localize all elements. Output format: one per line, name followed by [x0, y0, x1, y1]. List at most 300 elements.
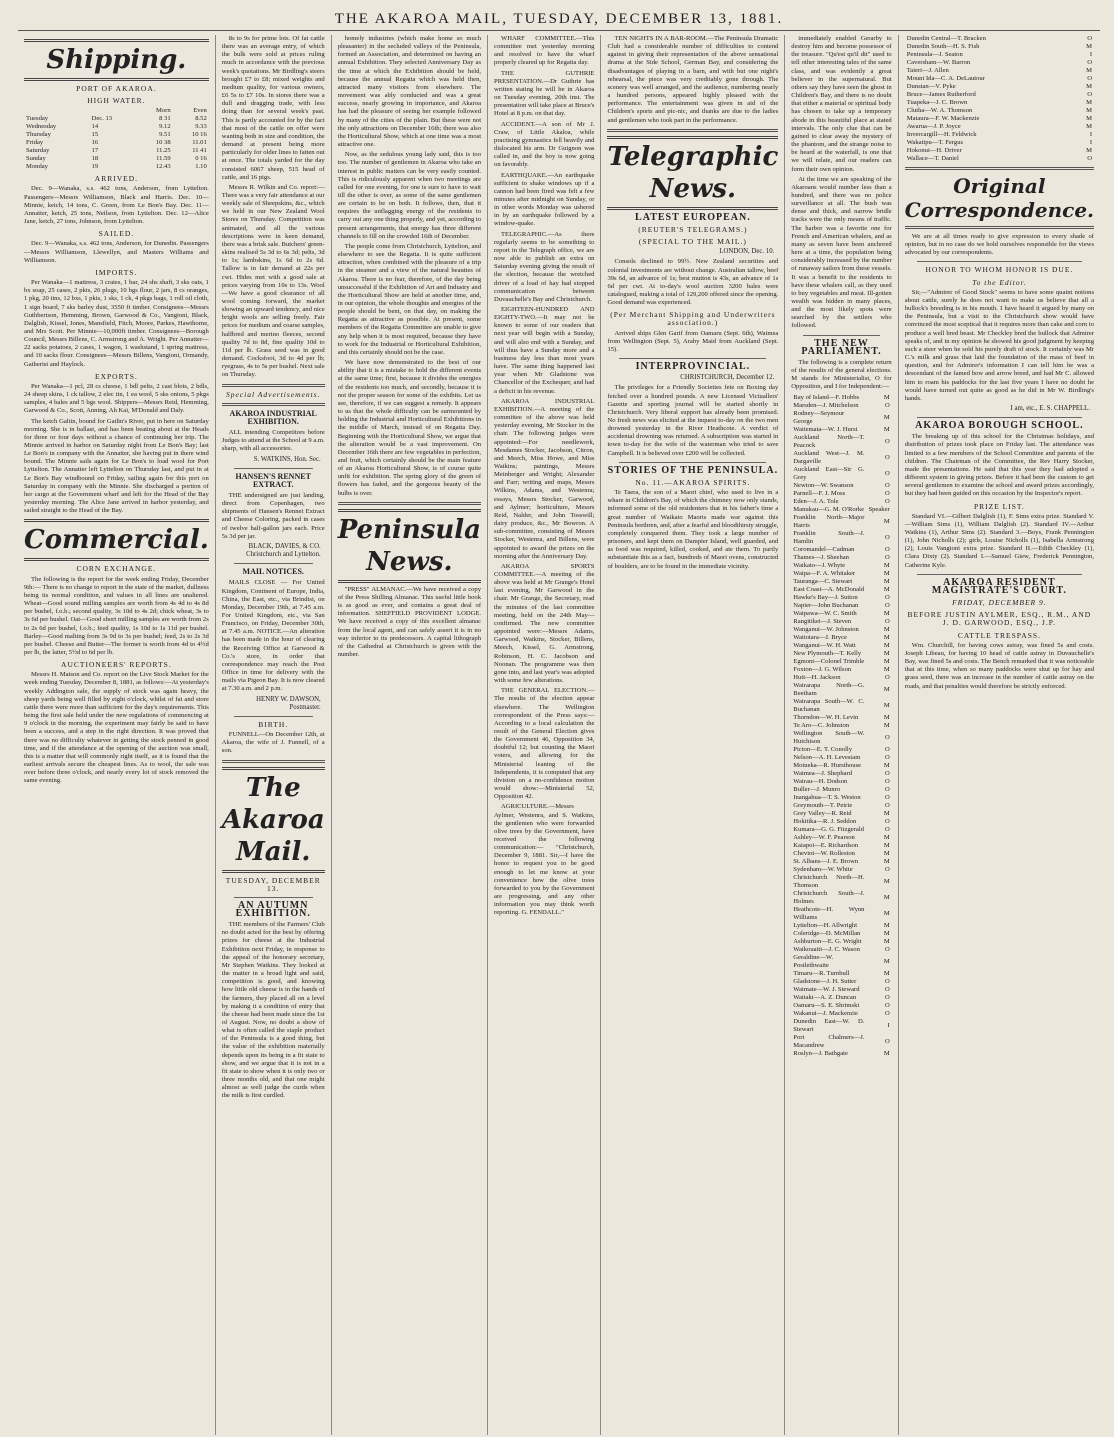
- member-party: M: [883, 957, 890, 965]
- member-row: [791, 578, 891, 586]
- member-row: [791, 466, 891, 482]
- corn-exchange-text: The following is the report for the week ending Friday, December 9th:— There is no change to report in the state of the market, dullness being its normal condition, and values in all lines are unaltered. Wheat—Good sound milling samples are worth from 4s 4d to 4s 8d per bushel, f.o.b.; second quality, 3s 10d to 4s 2d; chick wheat, 3s to 3s 6d per bushel. Oat—Good short milling samples are worth from 2s to 2s 6d per bushel, f.o.b.; feed quality, 1s 10d to 1s 11d per bushel. Barley—Good malting from 3s 9d to 3s per bushel; feed, 2s to 2s 3d per bushel. Cheese and Butter—The former is worth from 4d to 4½d per lb, the latter, 5½d to 6d per lb.: [24, 575, 209, 656]
- divider: [619, 358, 766, 359]
- member-row: [905, 83, 1094, 91]
- member-row: [791, 954, 891, 970]
- member-party: O: [884, 453, 890, 461]
- member-row: [791, 970, 891, 978]
- member-party: O: [884, 817, 890, 825]
- member-party: M: [883, 809, 890, 817]
- member-party: M: [883, 909, 890, 917]
- member-electorate: Oamaru—S. E. Shrimski: [793, 1001, 860, 1009]
- member-row: [905, 155, 1094, 163]
- member-party: M: [1086, 107, 1093, 114]
- member-party: M: [883, 393, 890, 401]
- member-electorate: Motueka—R. Hursthouse: [793, 761, 862, 769]
- editorial-cont-text: The people come from Christchurch, Lyttelton, and elsewhere to see the Regatta. It is quite sufficient attraction, when combined with the pleasure of a trip in the steamer and a view of the natural beauties of Akaroa. There is no fear, therefore, of the day being unsuccessful if the Exhibition of Art and Industry and the Horticultural Show are held at another time, and, in our opinion, the whole thoughts and energies of the people should be bent, on that day, on making the Regatta as attractive as possible. At present, some members of the Regatta Committee are unable to give any help when it is most required, because they have to work for the Industrial or Horticultural Exhibition, and this certainly should not be the case.: [337, 242, 482, 356]
- member-electorate: Inangahua—T. S. Weston: [793, 793, 861, 801]
- member-row: [791, 426, 891, 434]
- member-electorate: Wakatipu—T. Fergus: [906, 139, 964, 146]
- member-row: [791, 650, 891, 658]
- news-item: THE GUTHRIE PRESENTATION.—Dr Guthrie has written stating he will be in Akaroa on Tuesday evening, 20th inst. The presentation will take place at Bruce's Hotel at 8 p.m. on that day.: [494, 69, 595, 118]
- member-party: O: [884, 769, 890, 777]
- member-row: [905, 59, 1094, 67]
- member-row: [791, 890, 891, 906]
- member-party: O: [884, 481, 890, 489]
- member-row: [791, 858, 891, 866]
- member-party: O: [884, 733, 890, 741]
- member-electorate: Franklin South—J. Hamlin: [793, 529, 865, 545]
- member-electorate: Heathcote—H. Wynn Williams: [793, 905, 865, 921]
- member-electorate: Parnell—F. J. Moss: [793, 489, 846, 497]
- wilkin-report-text: Messrs R. Wilkin and Co. report:— There was a very fair attendance at our weekly sale of Sheepskins, &c., which we held in our New Zealand Wool Stores on Thursday. Competition was animated, and all the various descriptions were in keen demand, there was a brisk sale. Butchers' green-skins realised 5s 3d to 6s 3d; pelts, 3d to 1s; lambskins, 1s 6d to 2s 6d. Tallow is in fair demand at 22s per cwt. Hides met with a good sale at prices varying from 10s to 13s. Wool—We have a good clearance of all wool coming forward, the market showing an upward tendency, and nice bright wools are selling freely. Fair prices for medium and coarse samples, halfbred and merino fleeces, second quality 7d to 8d, fine quality 10d to 11d per lb. Grass seed was in good demand. Cocksfoot, 3d to 4d per lb; ryegrass, 4s to 5s per bushel. Next sale on Thursday.: [221, 183, 325, 379]
- member-party: I: [1089, 51, 1093, 58]
- member-row: [791, 610, 891, 618]
- member-party: M: [1086, 43, 1093, 50]
- member-electorate: Foxton—J. G. Wilson: [793, 665, 852, 673]
- rennet-ad-text: THE undersigned are just landing, direct from Copenhagen, two shipments of Hansen's Rennet Extract and Cheese Coloring, packed in cases of twelve half-gallon jars each. Price 5s 3d per jar.: [221, 491, 325, 540]
- london-dateline: LONDON, Dec. 10.: [719, 248, 775, 256]
- school-heading: AKAROA BOROUGH SCHOOL.: [915, 420, 1084, 432]
- divider: [338, 502, 481, 505]
- member-electorate: Hokitika—R. J. Seddon: [793, 817, 857, 825]
- member-electorate: Wallace—T. Daniel: [906, 155, 959, 162]
- exhibition-ad-signature: S. WATKINS, Hon. Sec.: [253, 455, 321, 463]
- christchurch-dateline: CHRISTCHURCH, December 12.: [680, 374, 775, 382]
- member-row: [791, 978, 891, 986]
- member-party: M: [883, 641, 890, 649]
- reuters-note: (REUTER'S TELEGRAMS.): [638, 224, 748, 234]
- member-row: [791, 874, 891, 890]
- member-row: [791, 490, 891, 498]
- arrived-heading: ARRIVED.: [94, 174, 138, 184]
- member-electorate: Christchurch South—J. Holmes: [793, 889, 865, 905]
- peninsula-news-text: "PRESS" ALMANAC.—We have received a copy of the Press Shilling Almanac. This useful little book is as good as ever, and contains a great deal of information. SHEFFIELD PROVIDENT LODGE. We have received a copy of this excellent almanac from the local agent, and can safely assert it is in no way inferior to its predecessors. A capital lithograph of the Cathedral at Christchurch is given with the number.: [337, 585, 482, 658]
- member-party: O: [1087, 75, 1093, 82]
- member-party: O: [884, 1009, 890, 1017]
- divider: [222, 403, 325, 406]
- member-party: O: [884, 593, 890, 601]
- divider: [234, 897, 313, 898]
- rennet-ad-signature: BLACK, DAVIES, & CO. Christchurch and Lyttelton.: [246, 542, 321, 559]
- european-text: Consols declined to 99½. New Zealand securities and colonial investments are without change. Australian tallow, beef 39s 6d, an advance of 1s; best mutton is 43s, an advance of 1s 6d per cwt. At to-day's wool auction 3200 bales were catalogued, making a total of 129,200 offered since the opening. Good demand was experienced.: [607, 258, 779, 307]
- news-item: THE GENERAL ELECTION.—The results of the election appear elsewhere. The Wellington correspondent of the Press says:—According to a local calculation the result of the General Election gives the Government 46, Opposition 34, doubtful 12; but counting the Maori voters, and allowing for the Ministerial leaning of the Independents, it is computed that any division on a no-confidence motion would show:—Ministerial 52, Opposition 42.: [494, 687, 595, 801]
- member-electorate: Geraldine—W. Postlethwaite: [793, 953, 834, 969]
- member-electorate: Hokonui—H. Driver: [906, 147, 962, 154]
- member-row: [791, 1050, 891, 1058]
- divider: [917, 574, 1082, 575]
- member-row: [905, 67, 1094, 75]
- shipping-note: (Per Merchant Shipping and Underwriters association.): [610, 310, 776, 328]
- member-row: [791, 434, 891, 450]
- court-heading: AKAROA RESIDENT MAGISTRATE'S COURT.: [931, 576, 1067, 596]
- stories-heading: STORIES OF THE PENINSULA.: [607, 464, 779, 476]
- member-row: [791, 818, 891, 826]
- mail-notices-text: MAILS CLOSE — For United Kingdom, Continent of Europe, India, China, the East, etc., via Brindisi, on Monday, December 19th, at 7.45 a.m. For United Kingdom, etc., via San Francisco, on Friday, December 30th, at 7.45 a.m. NOTICE.—An alteration has been made in the hour of clearing the Receiving Office at Garwood & Co.'s store, in order that correspondence may reach the Post Office in time for delivery with the mails via Pigeon Bay. It is now cleared at 7.30 a.m. and 2 p.m.: [221, 579, 325, 693]
- new-parliament-heading: THE NEW PARLIAMENT.: [801, 337, 882, 357]
- member-row: [791, 530, 891, 546]
- exports-heading: EXPORTS.: [95, 371, 138, 381]
- member-party: O: [884, 545, 890, 553]
- member-row: [791, 946, 891, 954]
- tide-row: Wednesday 14 9.12 9.33: [26, 123, 207, 131]
- member-party: O: [884, 553, 890, 561]
- divider: [619, 462, 766, 463]
- member-row: [905, 107, 1094, 115]
- member-party: O: [884, 753, 890, 761]
- news-item: EIGHTEEN-HUNDRED AND EIGHTY-TWO.—It may not be known to some of our readers that next year will begin with a Sunday, and will also end with a Sunday, and will thus have a Sunday more and a business day less than most years have. The same thing happened last year when Mr Gladstone was Chancellor of the Exchequer, and had a deficit in his revenue.: [494, 306, 595, 395]
- shipping-title: Shipping.: [24, 39, 209, 81]
- exhibition-ad-text: ALL intending Competitors before Judges to attend at the School at 9 a.m. sharp, with all accessories.: [221, 429, 325, 453]
- member-electorate: Lyttelton—H. Allwright: [793, 921, 858, 929]
- divider: [222, 384, 325, 387]
- correspondence-title: Original Correspondence.: [904, 174, 1095, 222]
- member-party: I: [1089, 139, 1093, 146]
- special-note: (SPECIAL TO THE MAIL.): [638, 237, 747, 247]
- member-party: O: [884, 673, 890, 681]
- member-row: [791, 746, 891, 754]
- member-electorate: Timaru—R. Turnbull: [793, 969, 850, 977]
- member-party: O: [1087, 35, 1093, 42]
- member-party: O: [884, 801, 890, 809]
- member-row: [791, 674, 891, 682]
- member-party: O: [884, 945, 890, 953]
- member-party: M: [883, 609, 890, 617]
- letter-to: To the Editor.: [972, 277, 1027, 287]
- exports-text: Per Wanaka—1 pcl, 28 cs cheese, 1 bdl pelts, 2 cast blots, 2 bdls, 24 sheep skins, 1 ck tallow, 2 elec tin, 1 ea wool, 5 sks onions, 5 pkgs samples, 4 bales and 5 bgs wool. Shippers—Messrs Reid, Hemming, Garwood & Co., Scott, Anning, Ah Kai, M'Donald and Daly.: [24, 382, 209, 415]
- editorial-title: AN AUTUMN EXHIBITION.: [235, 899, 311, 919]
- member-party: M: [883, 877, 890, 885]
- member-party: M: [883, 921, 890, 929]
- member-row: [791, 770, 891, 778]
- member-row: [791, 618, 891, 626]
- members-table: [791, 394, 891, 1058]
- member-row: [791, 810, 891, 818]
- member-row: [905, 139, 1094, 147]
- member-electorate: Egmont—Colonel Trimble: [793, 657, 865, 665]
- member-electorate: Clutha—W. A. Thomson: [906, 107, 973, 114]
- editorial-cont-text: Now, as the sedulous young lady said, this is too too. The number of gentlemen in Akaroa who take an interest in public matters can be very easily counted. This is ridiculously apparent when two meetings are called for one evening, for one is sure to have to wait till the other is over, as some of the same gentlemen are certain to be on both. It follows, then, that it requires the unflagging energy of the residents to carry out any one thing properly, and yet, according to present arrangements, that energy has three different channels to fill on the crowded 16th of December.: [337, 151, 482, 240]
- member-electorate: Waipa—F. A. Whitaker: [793, 569, 856, 577]
- member-row: [791, 658, 891, 666]
- member-party: M: [883, 633, 890, 641]
- member-row: [791, 570, 891, 578]
- member-electorate: Wairarapa South—W. C. Buchanan: [793, 697, 865, 713]
- member-electorate: Grey Valley—R. Reid: [793, 809, 852, 817]
- stories-subheading: No. 11.—AKAROA SPIRITS.: [635, 477, 751, 487]
- member-electorate: Peninsula—J. Seaton: [906, 51, 963, 58]
- news-item: WHARF COMMITTEE.—This committee met yesterday morning and resolved to have the wharf properly cleared up for Regatta day.: [494, 35, 595, 67]
- member-party: M: [883, 937, 890, 945]
- divider: [222, 760, 325, 763]
- member-party: O: [884, 977, 890, 985]
- member-party: M: [1086, 115, 1093, 122]
- rennet-ad-title: HANSEN'S RENNET EXTRACT.: [235, 471, 311, 489]
- member-party: M: [883, 701, 890, 709]
- column-7: [899, 35, 1100, 1435]
- column-3: [332, 35, 488, 1435]
- market-report-text: 8s to 9s for prime lots. Of fat cattle there was an average entry, of which the bulk were sold at prices ruling much in accordance with the previous week's quotations. Mr Birdling's steers brought £7 to £8; mixed weights and medium quality, for various owners, £6 5s to £7 10s. In stores there was a dull and dragging trade, with less doing than for several week's past. This is partly accounted for by the fact that most of the cattle on offer were wanting both in size and condition, the demand at present being more particularly for older lines to fatten out at once. The totals yarded for the day consisted 6067 sheep, 515 head of cattle, and 16 pigs.: [221, 35, 325, 181]
- member-electorate: Waimate—W. J. Steward: [793, 985, 860, 993]
- member-row: [791, 778, 891, 786]
- member-electorate: Cheviot—W. Rolleston: [793, 849, 855, 857]
- divider: [234, 563, 313, 564]
- member-electorate: Wellington South—W. Hutchison: [793, 729, 865, 745]
- member-electorate: Ashburton—E. G. Wright: [793, 937, 862, 945]
- member-party: I: [887, 1021, 890, 1029]
- member-party: M: [883, 425, 890, 433]
- editorial-text: THE members of the Farmers' Club no doubt acted for the best by offering prizes for cheese at the Industrial Exhibition next Friday, in response to the appeal of the honorary secretary, Mr Stephen Watkins. They looked at the matter in a broad light and said, competition is good, and knowing how little old cheese is in the hands of the farmers, they placed all on a level by making it a condition of entry that the cheese had been made since the 1st of August. Now, no doubt a show of what is often called the staple product of the Peninsula is a good thing, but the value of the exhibition materially depends upon its being in a fit state to show, and we argue that it is not in a fit state to show when it is only two or three months old, and that one might almost as well judge the curds when the milk is first curdled.: [221, 921, 325, 1100]
- stories-cont-text: immediately enabled Gerarby to destroy him and become possessor of the treasure. "Qu'est qu'il dit" used to tell other interesting tales of the same class, and was evidently a great believer in the supernatural. But others say they have seen the ghost in Children's Bay, and there is no doubt that either a material or spiritual body has chosen to take up a temporary abode in this beautiful place at stated intervals. The only clue that can be gained to clear away the mystery of the phantom, and the strange noise to be heard at the waterfall, is one that we will relate, and our readers can form their own opinion.: [791, 35, 892, 173]
- member-party: O: [884, 469, 890, 477]
- member-row: [791, 922, 891, 930]
- tide-row: Tuesday Dec. 13 8 31 8.52: [26, 115, 207, 123]
- divider: [607, 129, 778, 132]
- member-party: O: [884, 777, 890, 785]
- member-row: [791, 626, 891, 634]
- member-row: [791, 514, 891, 530]
- member-row: [791, 850, 891, 858]
- member-party: M: [883, 569, 890, 577]
- member-party: M: [883, 929, 890, 937]
- member-row: [791, 906, 891, 922]
- parliament-intro: The following is a complete return of the results of the general elections. M stands for Ministerialist, O for Opposition, and I for Independent:—: [791, 358, 892, 391]
- birth-text: FUNNELL—On December 12th, at Akaroa, the wife of J. Funnell, of a son.: [221, 731, 325, 755]
- member-electorate: Awarua—J. P. Joyce: [906, 123, 961, 130]
- member-party: M: [883, 841, 890, 849]
- member-row: [791, 546, 891, 554]
- member-row: [791, 562, 891, 570]
- member-electorate: Waipawa—W. C. Smith: [793, 609, 857, 617]
- member-party: O: [884, 489, 890, 497]
- news-item: ACCIDENT.—A son of Mr J. Craw, of Little Akaloa, while practising gymnastics fell heavily and dislocated his arm. Dr Guignon was called in, and the boy is now going on favorably.: [494, 120, 595, 169]
- news-item: AGRICULTURE.—Messrs Aylmer, Westenra, and S. Watkins, the gentlemen who were forwarded olive trees by the Government, have received the following communication:— "Christchurch, December 9, 1881. Sir,—I have the honor to request you to be good enough to let me know at your convenience how the olive trees forwarded to you by the Government are progressing, and any other information you may think worth reporting. G. FENDALL.": [494, 803, 595, 917]
- issue-date: TUESDAY, DECEMBER 13.: [225, 875, 321, 893]
- member-party: M: [883, 721, 890, 729]
- member-row: [791, 394, 891, 402]
- member-row: [905, 147, 1094, 155]
- member-party: M: [883, 685, 890, 693]
- member-party: M: [883, 561, 890, 569]
- member-party: Speaker: [868, 505, 890, 513]
- member-party: O: [884, 533, 890, 541]
- member-electorate: Bay of Island—F. Hobbs: [793, 393, 860, 401]
- peninsula-news-title: Peninsula News.: [338, 509, 481, 583]
- member-party: M: [1086, 99, 1093, 106]
- interprovincial-text: The privileges for a Friendly Societies fete on Boxing day fetched over a hundred pounds. A new Licensed Victuallers' Gazette and sporting journal will be started shortly in Christchurch. Very liberal support has already been promised. No fresh news was elicited at the inquest to-day on the two men drowned yesterday in the River Heathcote. A verdict of accidental drowning was returned. A subscription was started in town to-day for the wife of the waterman who tried to save Campbell. It is believed over £200 will be collected.: [607, 384, 779, 457]
- paper-title: The Akaroa Mail.: [222, 767, 325, 873]
- member-electorate: Franklin North—Major Harris: [793, 513, 865, 529]
- member-row: [905, 131, 1094, 139]
- letter-signature: I am, etc., E. S. CHAPPELL.: [1010, 404, 1091, 412]
- member-electorate: Waitaki—A. Z. Duncan: [793, 993, 857, 1001]
- shipping-news-text: The ketch Galtin, bound for Gatlin's River, put in here on Saturday morning. She is in ballast, and has been beating about at the Heads for three or four days without a chance of continuing her trip. The Minnie arrived in harbor on Saturday night from Le Bon's Bay; last Le Bon's in company with the Annatter, she having put in there wind bound. The Minnie sails again for Le Bon's to load wool for Port Lyttelton. The Annatter left Lyttelton on Thursday last, and put in at Le Bon's Bay windbound on Friday, sailing again for this port on Saturday in company with the Minnie. She discharged a portion of her cargo at the Government wharf and left for the Head of the Bay yesterday morning. The Alice Jane arrived in harbor yesterday, and sailed straight to the Head of the Bay.: [24, 417, 209, 515]
- imports-text: Per Wanaka—1 mattress, 3 crates, 1 bar, 24 shs shaft, 3 sks oats, 1 bx soap, 25 cases, 2 pkts, 26 plugs, 10 bgs flour, 2 jars, 8 cs oranges, 1 pkg, 20 tins, 12 bxs, 1 pkts, 1 sks, 1 ck, 4 pkgs bags, 1 roll oil cloth, 1 sign board, 7 sks barley dust, 3550 ft timber. Consignees—Messrs Guthbertson, Hemming, Brown, Garwood & Co., Vangioni, Black, Dalglish, Kissel, Jones, Mansfield, Fitch, Moore, Parkes, Hawthorne, and Mrs Scott. Per Minnie—10,000ft timber. Consignees—Borough Council, Messrs Billens, C. Armstrong and A. Wright. Per Annatter—22 sacks potatoes, 2 cases, 1 wagon, 1 washstand, 1 spring mattress, and 10 sacks flour. Consignees—Messrs Billens, Vangioni, Ormandy, Gatherist and Haylock.: [24, 279, 209, 368]
- member-party: M: [883, 969, 890, 977]
- member-party: I: [1089, 131, 1093, 138]
- masthead: THE AKAROA MAIL, TUESDAY, DECEMBER 13, 1881.: [18, 8, 1100, 31]
- member-party: M: [883, 577, 890, 585]
- member-electorate: Dunstan—V. Pyke: [906, 83, 956, 90]
- member-party: M: [883, 413, 890, 421]
- court-subheading: CATTLE TRESPASS.: [957, 630, 1041, 640]
- member-electorate: Rodney—Seymour George: [793, 409, 845, 425]
- letter-title: HONOR TO WHOM HONOR IS DUE.: [925, 265, 1074, 275]
- member-row: [791, 762, 891, 770]
- member-row: [791, 498, 891, 506]
- column-6: [785, 35, 898, 1435]
- member-party: O: [884, 985, 890, 993]
- member-row: [791, 682, 891, 698]
- member-row: [791, 1034, 891, 1050]
- member-party: M: [883, 849, 890, 857]
- divider: [905, 226, 1094, 229]
- member-party: M: [883, 1049, 890, 1057]
- member-electorate: Newton—W. Swanson: [793, 481, 854, 489]
- corn-exchange-heading: CORN EXCHANGE.: [76, 564, 157, 574]
- member-party: O: [1087, 155, 1093, 162]
- member-row: [791, 722, 891, 730]
- member-row: [791, 1018, 891, 1034]
- member-row: [791, 802, 891, 810]
- member-party: O: [884, 793, 890, 801]
- member-party: M: [1086, 147, 1093, 154]
- prize-list-heading: PRIZE LIST.: [973, 501, 1025, 511]
- arrivals-text: Arrived ships Glen Garif from Oamaru (Sept. 6th), Waimea from Wellington (Sept. 5), Araby Maid from Auckland (Sept. 15).: [607, 329, 779, 353]
- member-electorate: Dunedin Central—T. Bracken: [906, 35, 986, 42]
- member-row: [791, 642, 891, 650]
- tide-row: Thursday 15 9.51 10 16: [26, 131, 207, 139]
- member-electorate: Wanganui—W. Johnston: [793, 625, 859, 633]
- tide-table-header: Morn Even: [156, 107, 207, 115]
- member-electorate: Waikouaiti—J. C. Wason: [793, 945, 860, 953]
- member-electorate: Waitemata—W. J. Hurst: [793, 425, 858, 433]
- tide-row: Sunday 18 11.59 0 16: [26, 155, 207, 163]
- member-party: O: [884, 825, 890, 833]
- member-electorate: Mount Ida—C. A. DeLautour: [906, 75, 985, 82]
- member-row: [791, 930, 891, 938]
- member-electorate: Manukau—G. M. O'Rorke: [793, 505, 865, 513]
- column-4: [488, 35, 601, 1435]
- tide-row: Friday 16 10 38 11.01: [26, 139, 207, 147]
- member-party: O: [884, 785, 890, 793]
- member-party: O: [884, 617, 890, 625]
- divider: [917, 417, 1082, 418]
- member-party: O: [884, 865, 890, 873]
- member-row: [791, 834, 891, 842]
- member-electorate: Picton—E. T. Conolly: [793, 745, 853, 753]
- court-text: Wm. Churchill, for having cows astray, was fined 5s and costs. Joseph Libeau, for having 10 head of cattle astray in Duvauchelle's Bay, was fined 5s and costs. The Bench remarked that it was noticeable that at this time, when so many paddocks were shut up for hay and grass seed, there was an increase in the number of cattle astray on the roads, and that penalties would therefore be strictly enforced.: [904, 641, 1095, 690]
- tide-row: Monday 19 12.43 1.10: [26, 163, 207, 171]
- member-electorate: Hawke's Bay—J. Sutton: [793, 593, 858, 601]
- stories-cont-text: At the time we are speaking of the Akaroans would number less than a hundred, and there was no police surveillance at all. The bush was dense and thick, and narrow bridle tracks were the only means of traffic. The harbor was a favorite one for French and American whalers, and as many as seven have been anchored here at a time, the population being considerably increased by the number of runaway sailors from these vessels. It was a benefit to the residents to have these whalers call, as they used to buy vegetables and meat. Ill-gotten wealth was hidden in many places, and the most likely spots were searched by the settlers who followed.: [791, 175, 892, 330]
- tide-table: [24, 107, 209, 171]
- member-row: [791, 938, 891, 946]
- member-row: [905, 123, 1094, 131]
- telegraphic-title: Telegraphic News.: [607, 136, 778, 210]
- member-row: [791, 994, 891, 1002]
- birth-heading: BIRTH.: [258, 719, 289, 729]
- member-row: [791, 1010, 891, 1018]
- members-table-cont: [905, 35, 1094, 163]
- member-row: [791, 866, 891, 874]
- member-row: [791, 826, 891, 834]
- mail-notices-title: MAIL NOTICES.: [242, 567, 304, 577]
- member-row: [791, 786, 891, 794]
- letter-text: Sir,—"Admirer of Good Stock" seems to have some quaint notions about cattle, surely he does not want to make us believe that all a bullock's breeding is in his mouth. I have heard it argued by many on the Peninsula, but a visit to the Christchurch show would have convinced the most sceptical that it requires more than cake and corn to produce a well bred beast. Mr Checkley bred the bullock that Admirer speaks of, and in my opinion he showed his good judgment by keeping such a steer when he sold his purely draft of stock. It certainly was Mr C.'s milk and grass that laid the foundation of the mass of beef in question, and for Admirer's information I can tell him he was a descendant of the famed bow and arrow breed, and had Mr C. allowed him to roam his paddocks for the last five years I have no doubt he would have turned out quite as good as he did in Mr W. Birdling's hands.: [904, 288, 1095, 402]
- member-row: [791, 842, 891, 850]
- member-party: O: [884, 401, 890, 409]
- member-electorate: Greymouth—T. Petrie: [793, 801, 853, 809]
- member-electorate: Christchurch North—H. Thomson: [793, 873, 865, 889]
- member-row: [905, 43, 1094, 51]
- member-electorate: Thames—J. Sheehan: [793, 553, 849, 561]
- member-party: O: [884, 1037, 890, 1045]
- member-party: M: [883, 713, 890, 721]
- member-party: O: [1087, 91, 1093, 98]
- member-electorate: Wairarapa North—G. Beetham: [793, 681, 865, 697]
- member-row: [905, 51, 1094, 59]
- member-party: M: [1086, 67, 1093, 74]
- news-item: AKAROA INDUSTRIAL EXHIBITION.—A meeting of the committee of the above was held yesterday evening, Mr Stocker in the chair. The following judges were appointed:—For needlework, Mesdames Stocker, Jacobson, Citron, and Meech, Miss Howe, and Miss Watkins; paintings, Messrs Meinberger and Wright; Alexander and Farr; writing and maps, Messrs Wilkins, Adams, and Westenra; essays, Messrs Stocker, Garwood, and Aylmer; horticulture, Messrs Reid, Nalder, and John Tosswill; dairy produce, &c., Mr Bowron. A sub-committee, consisting of Messrs Stocker, Westenra, and Billens, were appointed to award the prizes on the morning after the Anniversary Day.: [494, 397, 595, 560]
- member-party: O: [884, 497, 890, 505]
- member-row: [905, 115, 1094, 123]
- member-electorate: Nelson—A. H. Levestam: [793, 753, 861, 761]
- member-electorate: Roslyn—J. Bathgate: [793, 1049, 848, 1057]
- member-row: [791, 586, 891, 594]
- member-row: [905, 35, 1094, 43]
- member-row: [791, 754, 891, 762]
- member-electorate: Rangitikei—J. Steven: [793, 617, 852, 625]
- news-item: EARTHQUAKE.—An earthquake sufficient to shake windows up if a cannon had been fired was felt a few minutes after midnight on Sunday, or in other words Monday was ushered in by an earthquake followed by a window-quake.: [494, 171, 595, 228]
- member-electorate: Marsden—J. Mitchelson: [793, 401, 859, 409]
- divider: [905, 167, 1094, 170]
- column-1: [18, 35, 216, 1435]
- member-row: [791, 482, 891, 490]
- correspondence-disclaimer: We are at all times ready to give expression to every shade of opinion, but in no case do we hold ourselves responsible for the views advocated by our correspondents.: [904, 233, 1095, 257]
- member-electorate: Auckland West—J. M. Dargaville: [793, 449, 865, 465]
- member-electorate: East Coast—A. McDonald: [793, 585, 865, 593]
- member-party: O: [884, 745, 890, 753]
- member-electorate: New Plymouth—T. Kelly: [793, 649, 862, 657]
- school-text: The breaking up of this school for the Christmas holidays, and distribution of prizes took place on Friday last. The attendance was limited to a few members of the School Committee and parents of the children. The Chairman of the Committee, the Rev Harry Stocker, made the presentations. He said that this year they had adopted a different system in giving prizes. Before it had been the custom to get several gentlemen to examine the school and award prizes accordingly, but they had been guided on this occasion by the Inspector's report.: [904, 433, 1095, 498]
- member-party: M: [883, 665, 890, 673]
- member-electorate: Napier—John Buchanan: [793, 601, 859, 609]
- member-electorate: Coleridge—D. McMillan: [793, 929, 861, 937]
- news-item: TELEGRAPHIC.—As there regularly seems to be something to report in the Telegraph office, we are now able to publish an extra on Saturday evening giving the result of the election, because the wretched driver of a load of hay had stopped communication between Duvauchelle's Bay and Christchurch.: [494, 230, 595, 303]
- court-before: BEFORE JUSTIN AYLMER, ESQ., R.M., AND J. D. GARWOOD, ESQ., J.P.: [907, 610, 1092, 628]
- interprovincial-heading: INTERPROVINCIAL.: [635, 361, 751, 373]
- member-party: M: [883, 517, 890, 525]
- member-party: O: [884, 601, 890, 609]
- member-row: [791, 666, 891, 674]
- imports-heading: IMPORTS.: [95, 267, 138, 277]
- court-date: FRIDAY, DECEMBER 9.: [952, 598, 1047, 608]
- member-row: [791, 986, 891, 994]
- auctioneers-text: Messrs H. Matson and Co. report on the Live Stock Market for the week ending Tuesday, December 8, 1881, as follows:—At yesterday's weekly Addington sale, the supply of stock was again heavy, the sheep yards being well filled by eight o'clock, whilst of fat and store cattle there were more than sufficient for the day's requirements. This being the first sale held under the new regulations of commencing at 9 o'clock in the morning, the experiment may fairly be said to have been a success, and a step in the right direction. It was proved that there was no difficulty whatever in getting the stock penned in good time, and if the attendance at the opening of the auction was small, this is a matter that will commonly right itself, as it is found that the earliest arrivals secure the cheapest lines. As to wool, the sale was over before three o'clock, and nearly every lot of stock removed the same evening.: [24, 671, 209, 785]
- stories-text: Te Taera, the son of a Maori chief, who used to live in a whare in Children's Bay, of which the chimney now only stands, informed some of the old residenters that in his father's time a great number of Waikato Maoris made war against this Peninsula brethren, and, after a fearful and bloodthirsty struggle, completely conquered them. They took a large number of prisoners, and kept them on Dampier Island, well guarded, and as food was required, killed, cooked, and ate them. To partly substantiate this as a fact, bundreds of Maori ovens, constructed of boulders, are to be found in the immediate vicinity.: [607, 489, 779, 570]
- sailed-heading: SAILED.: [98, 229, 135, 239]
- member-electorate: Ashley—W. F. Pearson: [793, 833, 855, 841]
- member-row: [791, 450, 891, 466]
- divider: [803, 335, 879, 336]
- prize-list-text: Standard VI.—Gilbert Dalglish (1), F. Sims extra prize. Standard V.—William Sims (1), William Dalglish (2). Standard IV.—Arthur Watkins (1), Arthur Sims (2). Standard 3.—Boys, Frank Pennington (1), John Nicholls (2); girls, Louise Nicholls (1), Isabella Armstrong (2), Louis Vangioni extra prize. Standard II.—Edith Checkley (1), Clara Dixty (2). Standard I.—Samuel Giew, Frederick Pennington, Catherine Kyle.: [904, 512, 1095, 569]
- member-row: [791, 1002, 891, 1010]
- member-row: [905, 91, 1094, 99]
- divider: [234, 468, 313, 469]
- special-ads-heading: Special Advertisements.: [225, 389, 321, 399]
- member-party: M: [883, 893, 890, 901]
